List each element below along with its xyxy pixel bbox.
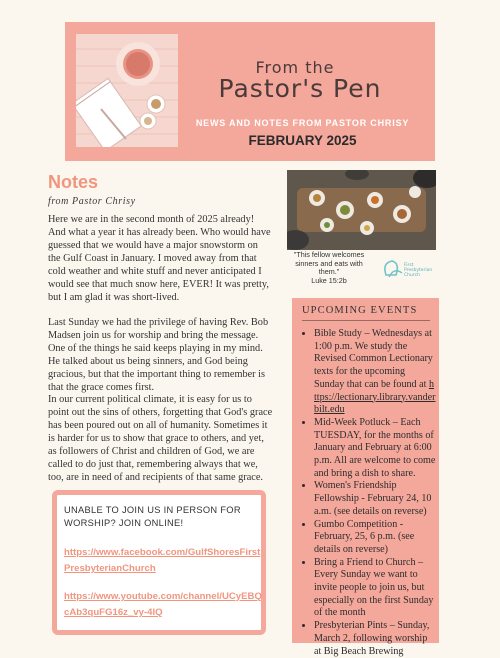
- notes-paragraph: Here we are in the second month of 2025 already! And what a year it has already been. Who would have guessed that we would have a major snowstorm on the Gulf Coast in January. I moved away from that cold weather and white stuff and never anticipated I would see that much snow here, EVER! It was pretty, but I am glad it was short-lived.: [48, 214, 271, 303]
- notes-paragraph: In our current political climate, it is easy for us to point out the sins of others, forgetting that God's grace has been poured out on all of humanity. Sometimes it is harder for us to show that grace to others, and yet, as followers of Christ and children of God, we are called to do just that, remembering always that we, too, are in need of and recipients of that same grace.: [48, 394, 273, 483]
- issue-date: FEBRUARY 2025: [248, 133, 357, 148]
- svg-text:Church: Church: [404, 273, 420, 278]
- masthead-title: Pastor's Pen: [218, 74, 382, 103]
- event-text: Mid-Week Potluck – Each TUESDAY, for the months of January and February at 6:00 p.m. All are welcome to come and bring a dish to share.: [314, 416, 436, 479]
- list-item: [314, 557, 436, 621]
- list-item: [314, 620, 436, 658]
- masthead-subtitle: NEWS AND NOTES FROM PASTOR CHRISY: [195, 118, 410, 128]
- facebook-link[interactable]: https://www.facebook.com/GulfShoresFirstPresbyterianChurch: [64, 547, 261, 574]
- notes-byline: from Pastor Chrisy: [48, 196, 136, 207]
- caption-quote: "This fellow welcomes sinners and eats with them.": [293, 250, 365, 277]
- church-logo: [380, 255, 434, 283]
- svg-text:Presbyterian: Presbyterian: [404, 268, 433, 273]
- notes-heading: Notes: [48, 172, 99, 192]
- list-item: [314, 328, 436, 417]
- svg-text:First: First: [404, 263, 414, 268]
- masthead-line1: From the: [255, 58, 335, 77]
- notes-paragraph: Last Sunday we had the privilege of having Rev. Bob Madsen join us for worship and bring the message. One of the things he said keeps playing in my mind. He talked about us being sinners, and God being gracious, but that the important thing to remember is that the grace comes first.: [48, 317, 269, 393]
- youtube-link[interactable]: https://www.youtube.com/channel/UCyEBQcAb3quFG16z_vy-4IQ: [64, 591, 262, 618]
- photo-caption: [286, 251, 372, 285]
- shared-meal-photo: [287, 170, 436, 250]
- header-photo: [76, 34, 178, 147]
- online-worship-text: UNABLE TO JOIN US IN PERSON FOR WORSHIP? JOIN ONLINE!: [64, 505, 241, 528]
- list-item: [314, 519, 436, 557]
- events-divider: [302, 320, 430, 321]
- list-item: [314, 480, 436, 518]
- list-item: [314, 417, 436, 481]
- events-heading: UPCOMING EVENTS: [302, 305, 418, 316]
- event-text: Women's Friendship Fellowship - February 24, 10 a.m. (see details on reverse): [314, 480, 432, 517]
- event-text: Presbyterian Pints – Sunday, March 2, following worship at Big Beach Brewing: [314, 620, 430, 657]
- event-text: Bible Study – Wednesdays at 1:00 p.m. We study the Revised Common Lectionary texts for the upcoming Sunday that can be found at: [314, 328, 433, 390]
- caption-reference: Luke 15:2b: [311, 275, 347, 285]
- lectionary-link[interactable]: https://lectionary.library.vanderbilt.edu: [314, 378, 436, 416]
- events-list: [302, 328, 436, 658]
- event-text: Bring a Friend to Church – Every Sunday we want to invite people to join us, but especially on the first Sunday of the month: [314, 556, 434, 619]
- event-text: Gumbo Competition - February, 25, 6 p.m. (see details on reverse): [314, 518, 415, 555]
